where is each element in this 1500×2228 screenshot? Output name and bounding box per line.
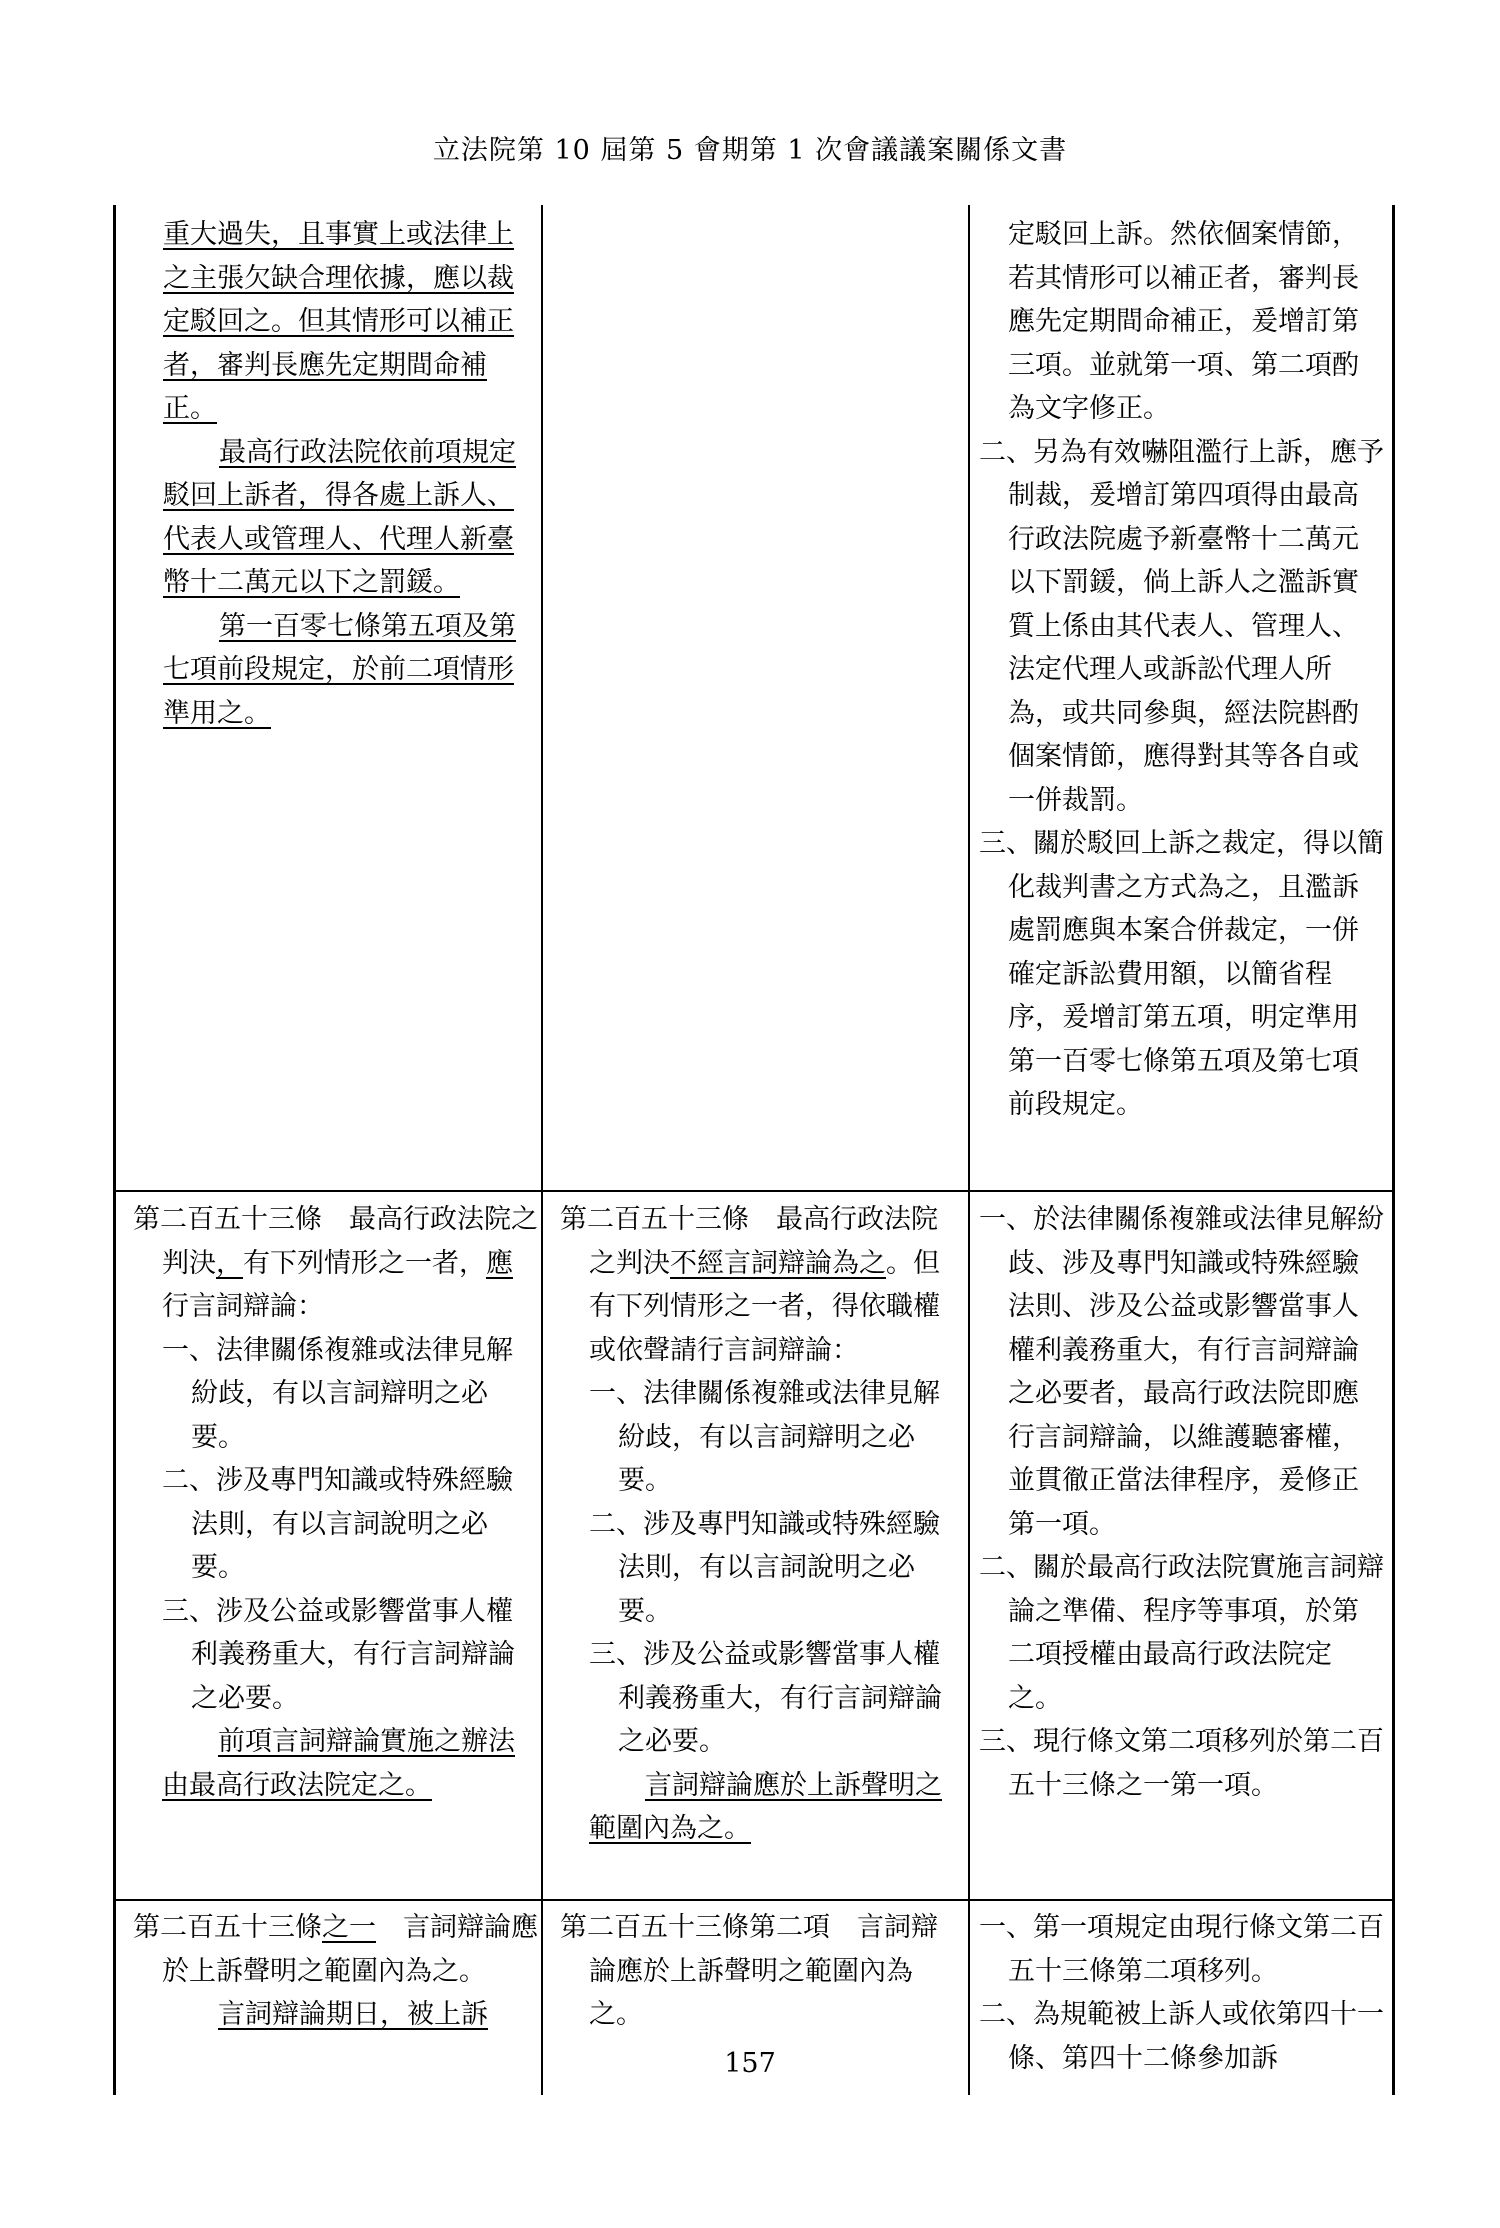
document-header: 立法院第 10 屆第 5 會期第 1 次會議議案關係文書 — [432, 135, 1068, 166]
explanation-item: 二、為規範被上訴人或依第四十一條、第四十二條參加訴 — [979, 1999, 1384, 2074]
list-item: 三、涉及公益或影響當事人權利義務重大，有行言詞辯論之必要。 — [162, 1595, 515, 1714]
list-item: 一、法律關係複雜或法律見解紛歧，有以言詞辯明之必要。 — [589, 1378, 940, 1496]
current-paragraph: 言詞辯論應於上訴聲明之範圍內為之。 — [589, 1769, 942, 1844]
row1-amended-cell — [163, 213, 538, 735]
comparison-table — [113, 205, 1395, 2095]
explanation-item: 一、於法律關係複雜或法律見解紛歧、涉及專門知識或特殊經驗法則、涉及公益或影響當事人權利義務重大，有行言詞辯論之必要者，最高行政法院即應行言詞辯論，以維護聽審權，並貫徹正當法律程序，爰修正第一項。 — [979, 1204, 1384, 1540]
row3-current-cell — [560, 1906, 960, 2037]
article-heading: 第二百五十三條 最高行政法院之判決不經言詞辯論為之。但有下列情形之一者，得依職權或依聲請行言詞辯論： — [560, 1204, 940, 1366]
explanation-item: 二、關於最高行政法院實施言詞辯論之準備、程序等事項，於第二項授權由最高行政法院定之。 — [979, 1552, 1384, 1714]
explanation-item: 二、另為有效嚇阻濫行上訴，應予制裁，爰增訂第四項得由最高行政法院處予新臺幣十二萬元以下罰鍰，倘上訴人之濫訴實質上係由其代表人、管理人、法定代理人或訴訟代理人所為，或共同參與，經法院斟酌個案情節，應得對其等各自或一併裁罰。 — [979, 436, 1384, 816]
explanation-paragraph: 定駁回上訴。然依個案情節，若其情形可以補正者，審判長應先定期間命補正，爰增訂第三項。並就第一項、第二項酌為文字修正。 — [1008, 219, 1359, 424]
amended-paragraph: 前項言詞辯論實施之辦法由最高行政法院定之。 — [162, 1726, 515, 1801]
amended-paragraph: 言詞辯論期日，被上訴 — [218, 1999, 488, 2030]
table-border-left — [113, 205, 116, 2095]
row3-amended-cell — [133, 1906, 538, 2037]
explanation-item: 三、關於駁回上訴之裁定，得以簡化裁判書之方式為之，且濫訴處罰應與本案合併裁定，一併確定訴訟費用額，以簡省程序，爰增訂第五項，明定準用第一百零七條第五項及第七項前段規定。 — [979, 828, 1384, 1120]
list-item: 三、涉及公益或影響當事人權利義務重大，有行言詞辯論之必要。 — [589, 1639, 942, 1757]
list-item: 二、涉及專門知識或特殊經驗法則，有以言詞說明之必要。 — [589, 1508, 940, 1627]
list-item: 二、涉及專門知識或特殊經驗法則，有以言詞說明之必要。 — [162, 1465, 513, 1583]
amended-paragraph: 最高行政法院依前項規定駁回上訴者，得各處上訴人、代表人或管理人、代理人新臺幣十二萬元以下之罰鍰。 — [163, 436, 516, 598]
amended-paragraph: 第一百零七條第五項及第七項前段規定，於前二項情形準用之。 — [163, 610, 516, 729]
page-number: 157 — [724, 2048, 776, 2079]
row2-amended-cell — [133, 1198, 538, 1807]
table-border-right — [1392, 205, 1395, 2095]
column-divider-2 — [968, 205, 970, 2095]
list-item: 一、法律關係複雜或法律見解紛歧，有以言詞辯明之必要。 — [162, 1334, 513, 1453]
article-heading: 第二百五十三條 最高行政法院之判決，有下列情形之一者，應行言詞辯論： — [133, 1204, 538, 1322]
article-heading: 第二百五十三條之一 言詞辯論應於上訴聲明之範圍內為之。 — [133, 1912, 538, 1987]
explanation-item: 三、現行條文第二項移列於第二百五十三條之一第一項。 — [979, 1726, 1384, 1801]
row1-explanation-cell — [979, 213, 1384, 1127]
row-divider-2 — [113, 1899, 1395, 1901]
row-divider-1 — [113, 1190, 1395, 1192]
row2-explanation-cell — [979, 1198, 1384, 1807]
row2-current-cell — [560, 1198, 960, 1851]
explanation-item: 一、第一項規定由現行條文第二百五十三條第二項移列。 — [979, 1912, 1384, 1987]
amended-paragraph: 重大過失，且事實上或法律上之主張欠缺合理依據，應以裁定駁回之。但其情形可以補正者，審判長應先定期間命補正。 — [163, 219, 514, 424]
column-divider-1 — [541, 205, 543, 2095]
article-heading: 第二百五十三條第二項 言詞辯論應於上訴聲明之範圍內為之。 — [560, 1912, 938, 2030]
